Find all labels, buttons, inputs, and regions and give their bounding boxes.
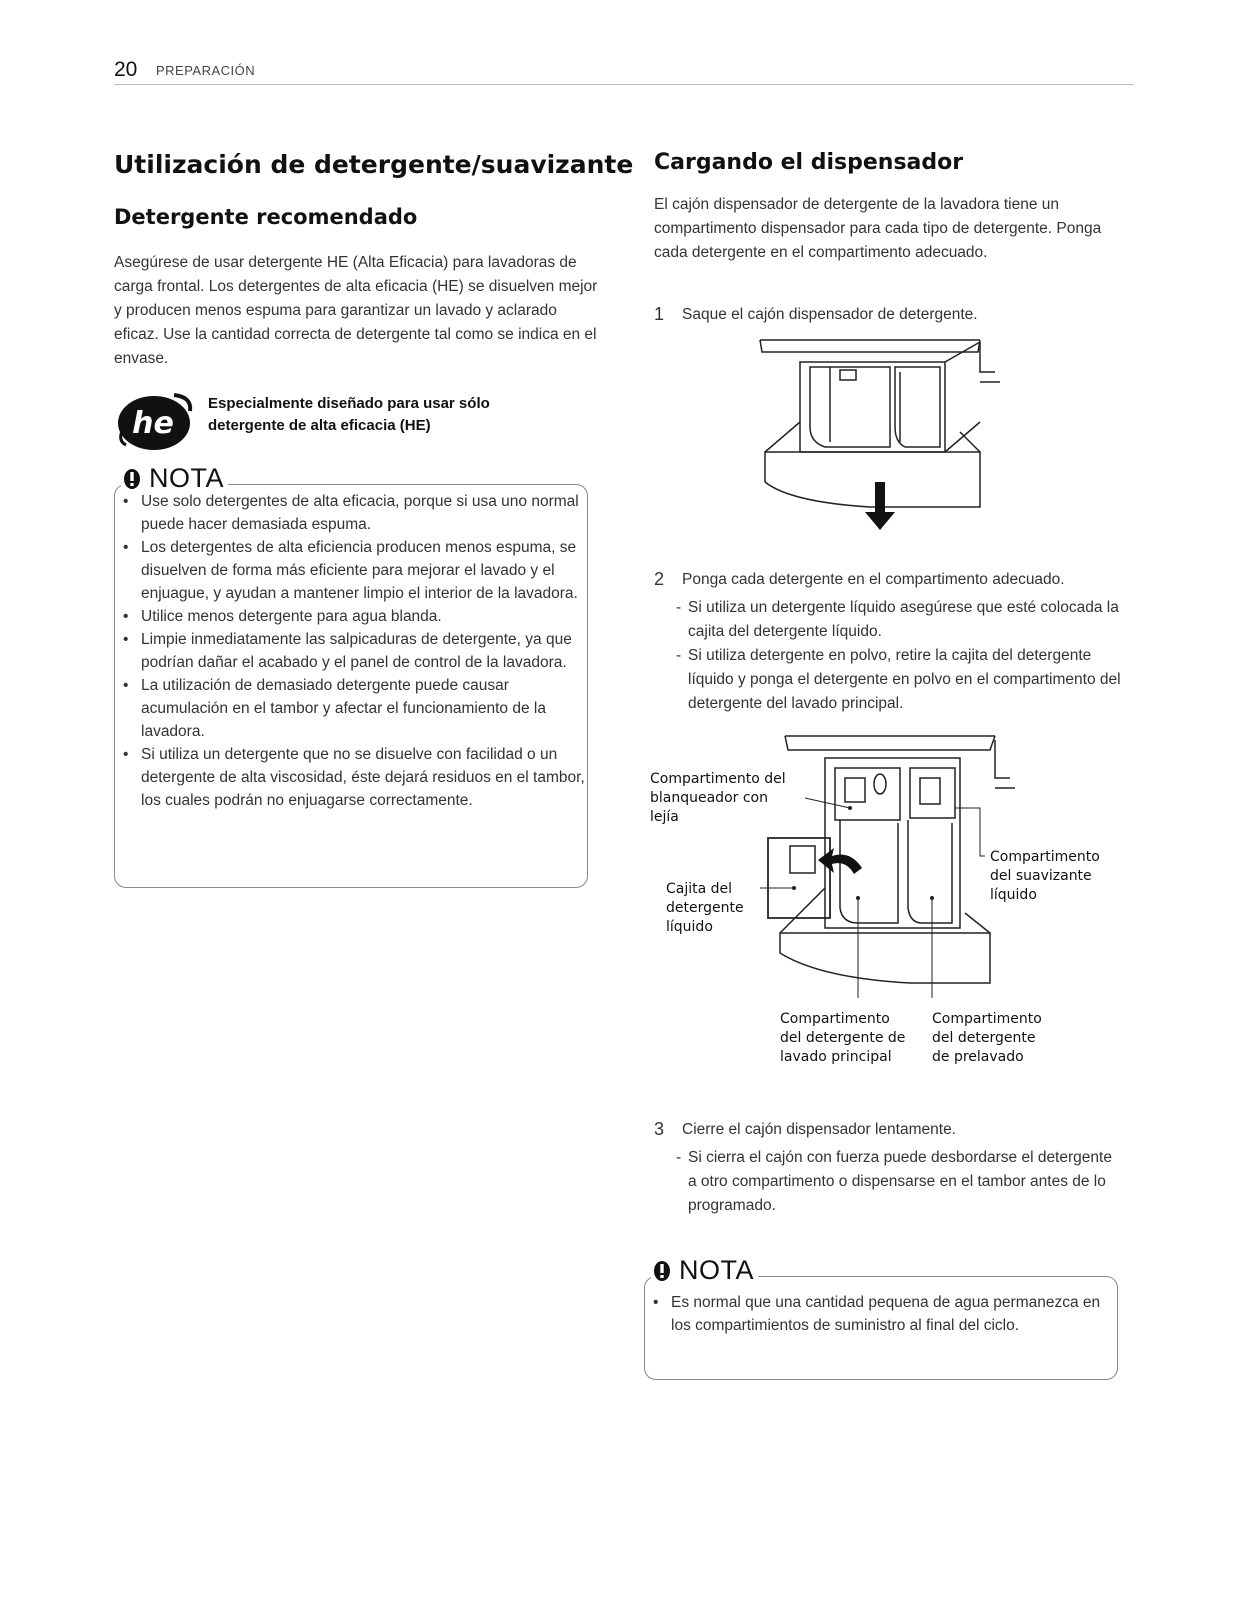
label-line: del suavizante — [990, 868, 1092, 884]
dispenser-intro: El cajón dispensador de detergente de la lavadora tiene un compartimento dispensador para cada tipo de detergente. Ponga cada detergente en el compartimento adecuado. — [654, 196, 1102, 261]
step-text: Ponga cada detergente en el compartimento adecuado. — [682, 571, 1065, 588]
he-notice-text — [208, 393, 490, 437]
label-line: lavado principal — [780, 1049, 892, 1065]
intro-paragraph: Asegúrese de usar detergente HE (Alta Eficacia) para lavadoras de carga frontal. Los detergentes de alta eficacia (HE) se disuelven mejor y producen menos espuma para garantizar un lavado y aclarado eficaz. Use la cantidad correcta de detergente tal como se indica en el envase. — [114, 254, 598, 367]
page-header — [114, 58, 1134, 85]
nota-label: NOTA — [149, 463, 224, 493]
step-number: 2 — [654, 569, 665, 589]
right-column — [654, 150, 1134, 327]
he-notice — [114, 391, 602, 457]
step-2-block — [654, 568, 1134, 716]
label-line: de prelavado — [932, 1049, 1024, 1065]
step-number: 3 — [654, 1119, 665, 1139]
he-logo-text: he — [132, 406, 174, 441]
nota-box-right — [644, 1255, 1118, 1380]
label-line: lejía — [650, 809, 679, 825]
label-line: Cajita del — [666, 881, 733, 897]
nota-list — [115, 490, 587, 812]
step-text: Saque el cajón dispensador de detergente. — [682, 306, 978, 323]
label-line: del detergente — [932, 1030, 1036, 1046]
label-line: del detergente de — [780, 1030, 906, 1046]
step-2-sub-2: - Si utiliza detergente en polvo, retire la cajita del detergente líquido y ponga el detergente en polvo en el compartimento del detergente del lavado principal. — [676, 644, 1134, 716]
nota-item: • Es normal que una cantidad pequena de agua permanezca en los compartimientos de suministro al final del ciclo. — [645, 1291, 1117, 1337]
step-number: 1 — [654, 304, 665, 324]
label-liquid-detergent-box — [666, 880, 744, 937]
subsection-title: Detergente recomendado — [114, 205, 418, 229]
step-2 — [654, 568, 1134, 592]
label-line: Compartimento del — [650, 771, 786, 787]
label-line: líquido — [666, 919, 713, 935]
section-name: PREPARACIÓN — [156, 63, 256, 78]
nota-item: • Limpie inmediatamente las salpicaduras de detergente, ya que podrían dañar el acabado y el panel de control de la lavadora. — [115, 628, 587, 674]
label-line: Compartimento — [780, 1011, 890, 1027]
step-2-sub-1: - Si utiliza un detergente líquido asegúrese que esté colocada la cajita del detergente líquido. — [676, 596, 1134, 644]
label-line: blanqueador con — [650, 790, 768, 806]
drawer-pull-illustration — [750, 332, 1010, 532]
step-1 — [654, 303, 1134, 327]
nota-label: NOTA — [679, 1255, 754, 1285]
nota-list — [645, 1291, 1117, 1337]
he-notice-line-2: detergente de alta eficacia (HE) — [208, 417, 431, 434]
nota-item: • Si utiliza un detergente que no se disuelve con facilidad o un detergente de alta viscosidad, éste dejará residuos en el tambor, los cuales podrán no enjuagarse correctamente. — [115, 743, 587, 812]
dispenser-title: Cargando el dispensador — [654, 150, 964, 175]
label-softener-compartment — [990, 848, 1100, 905]
label-main-wash-compartment — [780, 1010, 905, 1067]
step-3 — [654, 1118, 1114, 1142]
label-line: detergente — [666, 900, 744, 916]
nota-title — [651, 1255, 758, 1286]
nota-item: • Utilice menos detergente para agua blanda. — [115, 605, 587, 628]
nota-item: • La utilización de demasiado detergente puede causar acumulación en el tambor y afectar el funcionamiento de la lavadora. — [115, 674, 587, 743]
label-prewash-compartment — [932, 1010, 1042, 1067]
label-bleach-compartment — [650, 770, 786, 827]
step-text: Cierre el cajón dispensador lentamente. — [682, 1121, 956, 1138]
section-title: Utilización de detergente/suavizante — [114, 150, 634, 179]
warning-icon — [653, 1260, 671, 1282]
label-line: Compartimento — [932, 1011, 1042, 1027]
he-logo-icon — [116, 391, 196, 453]
he-notice-line-1: Especialmente diseñado para usar sólo — [208, 395, 490, 412]
left-column — [114, 150, 634, 457]
label-line: líquido — [990, 887, 1037, 903]
step-3-block — [654, 1118, 1114, 1218]
step-3-sub-1: - Si cierra el cajón con fuerza puede desbordarse el detergente a otro compartimento o dispensarse en el tambor antes de lo programado. — [676, 1146, 1114, 1218]
warning-icon — [123, 468, 141, 490]
nota-item: • Los detergentes de alta eficiencia producen menos espuma, se disuelven de forma más eficiente para mejorar el lavado y el enjuague, y ayudan a mantener limpio el interior de la lavadora. — [115, 536, 587, 605]
nota-item: • Use solo detergentes de alta eficacia, porque si usa uno normal puede hacer demasiada espuma. — [115, 490, 587, 536]
nota-box-left — [114, 463, 588, 888]
label-line: Compartimento — [990, 849, 1100, 865]
page-number: 20 — [114, 58, 138, 81]
